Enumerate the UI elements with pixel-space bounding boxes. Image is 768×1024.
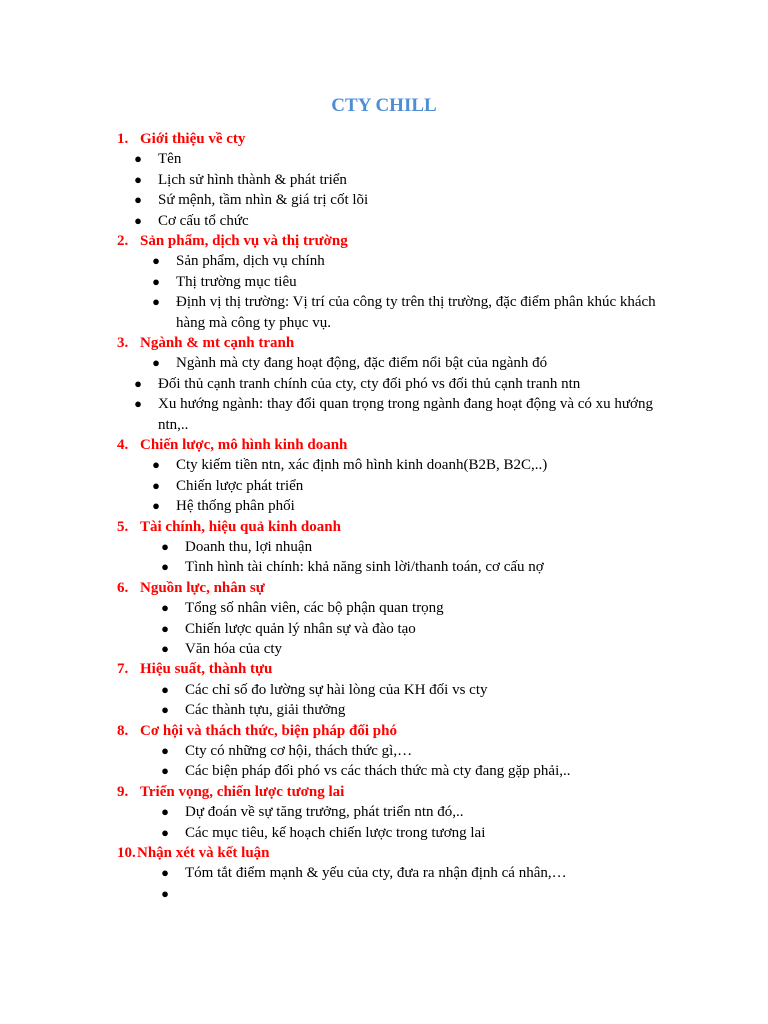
list-item [0,557,768,577]
bullet-icon: ● [152,273,160,289]
list-item-text: Xu hướng ngành: thay đổi quan trọng trong ngành đang hoạt động và có xu hướng ntn,.. [158,396,653,433]
list-item [0,353,768,373]
list-item-empty [0,884,768,904]
section-number: 5. [117,518,129,535]
list-item-text: Các thành tựu, giải thưởng [185,702,346,719]
section-heading [0,435,768,455]
section-title: Cơ hội và thách thức, biện pháp đối phó [140,722,397,739]
section-number: 4. [117,437,129,454]
section-title: Hiệu suất, thành tựu [140,661,273,678]
bullet-icon: ● [161,824,169,840]
section-title: Sản phẩm, dịch vụ và thị trường [140,233,348,250]
section-number: 6. [117,579,129,596]
list-item-text: Chiến lược phát triển [176,477,304,494]
bullet-icon: ● [152,355,160,371]
list-item-text: Cơ cấu tổ chức [158,212,249,229]
bullet-icon: ● [134,375,142,391]
section-title: Chiến lược, mô hình kinh doanh [140,437,348,454]
section-heading [0,843,768,863]
bullet-icon: ● [134,212,142,228]
section-number: 3. [117,335,129,352]
section-heading [0,659,768,679]
section-4 [0,435,768,517]
list-item-text: Văn hóa của cty [185,641,283,658]
section-title: Nhận xét và kết luận [137,845,270,862]
section-title: Ngành & mt cạnh tranh [140,335,295,352]
bullet-icon: ● [152,294,160,310]
list-item [0,149,768,169]
list-item-text: Tên [158,151,182,168]
bullet-icon: ● [161,559,169,575]
bullet-icon: ● [161,743,169,759]
list-item-text: Dự đoán về sự tăng trưởng, phát triển ntn đó,.. [185,804,464,821]
list-item-text: Doanh thu, lợi nhuận [185,539,313,556]
bullet-icon: ● [134,171,142,187]
list-item [0,476,768,496]
list-item [0,761,768,781]
bullet-icon: ● [161,702,169,718]
bullet-icon: ● [161,763,169,779]
list-item [0,190,768,210]
bullet-icon: ● [152,498,160,514]
list-item-text: Cty có những cơ hội, thách thức gì,… [185,743,413,760]
list-item [0,211,768,231]
list-item-text: Các chỉ số đo lường sự hài lòng của KH đối vs cty [185,681,488,698]
list-item [0,802,768,822]
bullet-icon: ● [161,539,169,555]
list-item-text: Thị trường mục tiêu [176,273,297,290]
bullet-icon: ● [134,396,142,412]
list-item-text: Đối thủ cạnh tranh chính của cty, cty đối phó vs đối thủ cạnh tranh ntn [158,375,581,392]
list-item-text: Sản phẩm, dịch vụ chính [176,253,325,270]
list-item [0,272,768,292]
list-item-text: Định vị thị trường: Vị trí của công ty trên thị trường, đặc điểm phân khúc khách hàng mà công ty phục vụ. [176,294,656,331]
bullet-icon: ● [161,681,169,697]
list-item-text: Tóm tắt điểm mạnh & yếu của cty, đưa ra nhận định cá nhân,… [185,865,567,882]
bullet-icon: ● [161,804,169,820]
list-item [0,823,768,843]
list-item [0,537,768,557]
section-5 [0,517,768,578]
section-number: 9. [117,783,129,800]
list-item-text: Sứ mệnh, tầm nhìn & giá trị cốt lõi [158,192,369,209]
section-heading [0,721,768,741]
list-item [0,863,768,883]
section-number: 1. [117,131,129,147]
section-2 [0,231,768,333]
bullet-icon: ● [161,641,169,657]
list-item-text: Tổng số nhân viên, các bộ phận quan trọng [185,600,444,617]
section-title: Nguồn lực, nhân sự [140,579,265,596]
section-title: Giới thiệu về cty [140,131,246,147]
section-1 [0,129,768,231]
bullet-icon: ● [134,192,142,208]
bullet-icon: ● [161,620,169,636]
bullet-icon: ● [161,865,169,881]
list-item-text: Ngành mà cty đang hoạt động, đặc điểm nổi bật của ngành đó [176,355,548,372]
list-item-text: Tình hình tài chính: khả năng sinh lời/thanh toán, cơ cấu nợ [185,559,544,576]
section-3 [0,333,768,435]
list-item [0,394,768,435]
list-item-text: Lịch sử hình thành & phát triển [158,171,347,188]
list-item [0,639,768,659]
list-item-text: Cty kiếm tiền ntn, xác định mô hình kinh doanh(B2B, B2C,..) [176,457,548,474]
section-number: 8. [117,722,129,739]
list-item [0,741,768,761]
section-number: 7. [117,661,129,678]
section-heading [0,333,768,353]
section-6 [0,578,768,660]
bullet-icon: ● [161,885,169,901]
list-item [0,496,768,516]
list-item [0,292,768,333]
section-number: 10. [117,845,136,862]
bullet-icon: ● [161,600,169,616]
bullet-icon: ● [134,151,142,167]
bullet-icon: ● [152,253,160,269]
section-heading [0,231,768,251]
list-item [0,251,768,271]
bullet-icon: ● [152,457,160,473]
list-item-text: Các mục tiêu, kế hoạch chiến lược trong tương lai [185,824,486,841]
list-item [0,374,768,394]
section-title: Tài chính, hiệu quả kinh doanh [140,518,341,535]
section-heading [0,517,768,537]
section-number: 2. [117,233,129,250]
section-heading [0,129,768,149]
list-item [0,619,768,639]
list-item [0,455,768,475]
section-title: Triển vọng, chiến lược tương lai [140,783,345,800]
section-7 [0,659,768,720]
section-9 [0,782,768,843]
list-item [0,170,768,190]
section-heading [0,578,768,598]
list-item-text: Hệ thống phân phối [176,498,295,515]
section-10 [0,843,768,904]
list-item [0,598,768,618]
list-item-text: Các biện pháp đối phó vs các thách thức mà cty đang gặp phải,.. [185,763,571,780]
list-item-text: Chiến lược quản lý nhân sự và đào tạo [185,620,416,637]
list-item [0,680,768,700]
list-item [0,700,768,720]
section-heading [0,782,768,802]
section-8 [0,721,768,782]
bullet-icon: ● [152,477,160,493]
outline [0,129,768,904]
document-title: CTY CHILL [331,95,437,116]
